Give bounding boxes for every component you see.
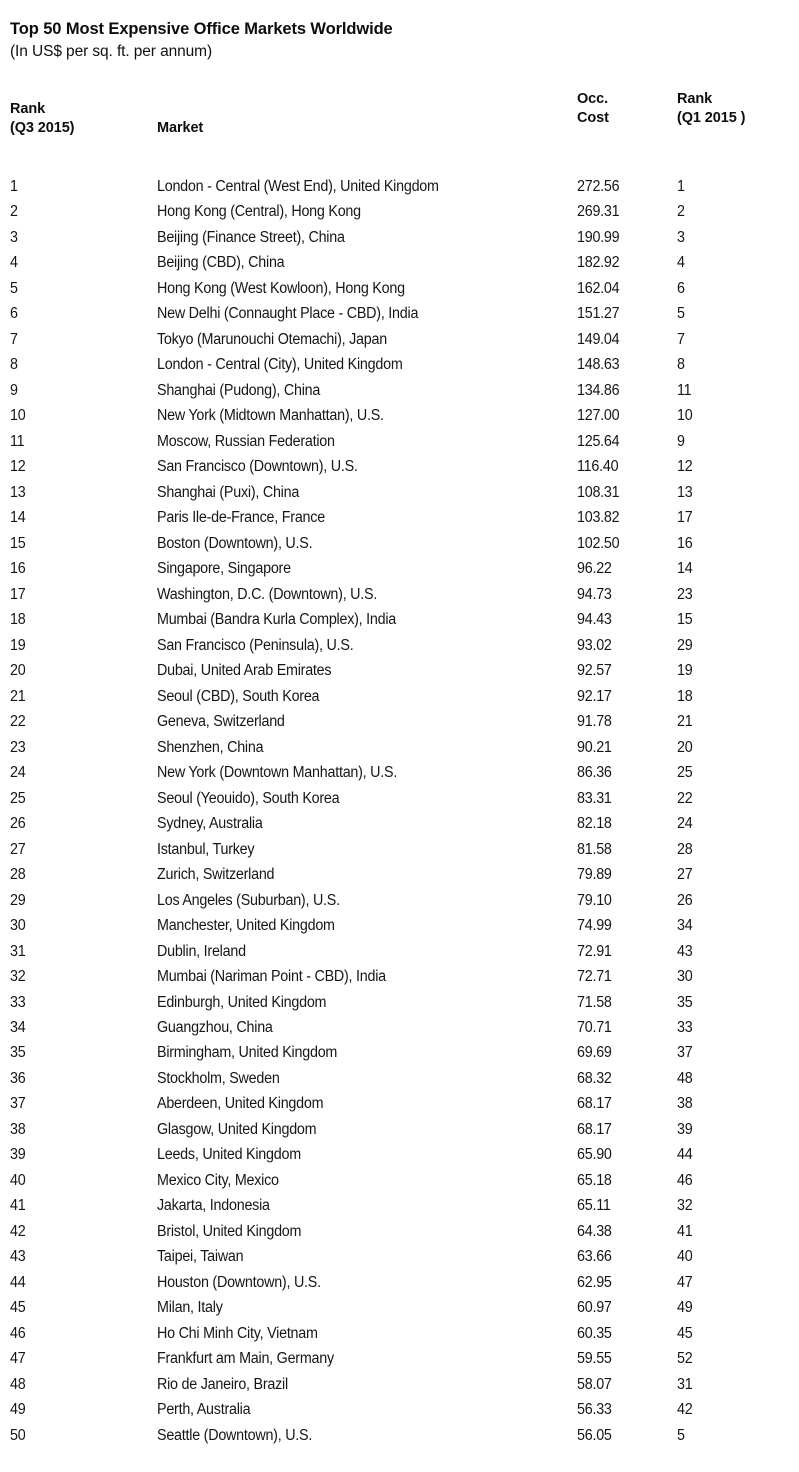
- cell-rank-previous: 29: [677, 636, 693, 654]
- cell-rank-previous: 16: [677, 534, 693, 552]
- cell-occupancy-cost: 65.90: [577, 1146, 612, 1164]
- cell-occupancy-cost: 182.92: [577, 254, 620, 272]
- cell-rank-previous: 25: [677, 764, 693, 782]
- table-row: [0, 788, 799, 813]
- cell-occupancy-cost: 86.36: [577, 764, 612, 782]
- cell-rank-current: 17: [10, 585, 26, 603]
- cell-rank-current: 5: [10, 279, 18, 297]
- cell-occupancy-cost: 125.64: [577, 432, 620, 450]
- cell-occupancy-cost: 62.95: [577, 1273, 612, 1291]
- cell-occupancy-cost: 74.99: [577, 917, 612, 935]
- cell-market-name: Seoul (Yeouido), South Korea: [157, 789, 340, 807]
- cell-market-name: San Francisco (Peninsula), U.S.: [157, 636, 354, 654]
- cell-rank-previous: 18: [677, 687, 693, 705]
- cell-occupancy-cost: 59.55: [577, 1350, 612, 1368]
- cell-market-name: Frankfurt am Main, Germany: [157, 1350, 334, 1368]
- cell-occupancy-cost: 58.07: [577, 1375, 612, 1393]
- cell-market-name: Shanghai (Pudong), China: [157, 381, 321, 399]
- table-row: [0, 1425, 799, 1450]
- cell-rank-previous: 44: [677, 1146, 693, 1164]
- table-header-row: [0, 88, 799, 150]
- cell-occupancy-cost: 65.18: [577, 1171, 612, 1189]
- cell-market-name: Edinburgh, United Kingdom: [157, 993, 327, 1011]
- cell-market-name: Houston (Downtown), U.S.: [157, 1273, 321, 1291]
- table-row: [0, 482, 799, 507]
- cell-rank-current: 40: [10, 1171, 26, 1189]
- cell-rank-current: 21: [10, 687, 26, 705]
- cell-rank-current: 3: [10, 228, 18, 246]
- table-row: [0, 431, 799, 456]
- cell-occupancy-cost: 91.78: [577, 713, 612, 731]
- cell-rank-previous: 37: [677, 1044, 693, 1062]
- cell-occupancy-cost: 190.99: [577, 228, 620, 246]
- cell-market-name: Geneva, Switzerland: [157, 713, 285, 731]
- table-row: [0, 405, 799, 430]
- cell-market-name: Perth, Australia: [157, 1401, 251, 1419]
- table-row: [0, 941, 799, 966]
- column-header-market-label: Market: [157, 120, 204, 136]
- cell-rank-previous: 43: [677, 942, 693, 960]
- cell-market-name: Rio de Janeiro, Brazil: [157, 1375, 288, 1393]
- cell-rank-current: 22: [10, 713, 26, 731]
- cell-market-name: Beijing (Finance Street), China: [157, 228, 345, 246]
- table-row: [0, 1272, 799, 1297]
- cell-rank-current: 42: [10, 1222, 26, 1240]
- cell-rank-previous: 48: [677, 1069, 693, 1087]
- cell-market-name: Beijing (CBD), China: [157, 254, 285, 272]
- cell-occupancy-cost: 94.73: [577, 585, 612, 603]
- cell-market-name: Shanghai (Puxi), China: [157, 483, 300, 501]
- table-row: [0, 176, 799, 201]
- cell-rank-previous: 19: [677, 662, 693, 680]
- cell-market-name: Bristol, United Kingdom: [157, 1222, 302, 1240]
- cell-rank-current: 35: [10, 1044, 26, 1062]
- cell-rank-current: 29: [10, 891, 26, 909]
- cell-rank-previous: 12: [677, 458, 693, 476]
- cell-rank-previous: 31: [677, 1375, 693, 1393]
- cell-rank-current: 20: [10, 662, 26, 680]
- cell-occupancy-cost: 92.17: [577, 687, 612, 705]
- cell-rank-current: 23: [10, 738, 26, 756]
- table-row: [0, 1246, 799, 1271]
- cell-occupancy-cost: 65.11: [577, 1197, 611, 1215]
- table-row: [0, 252, 799, 277]
- cell-rank-previous: 41: [677, 1222, 693, 1240]
- cell-rank-previous: 46: [677, 1171, 693, 1189]
- cell-rank-previous: 3: [677, 228, 685, 246]
- cell-market-name: Dubai, United Arab Emirates: [157, 662, 332, 680]
- cell-rank-current: 27: [10, 840, 26, 858]
- cell-market-name: New Delhi (Connaught Place - CBD), India: [157, 305, 419, 323]
- cell-market-name: New York (Midtown Manhattan), U.S.: [157, 407, 384, 425]
- cell-rank-current: 18: [10, 611, 26, 629]
- cell-occupancy-cost: 103.82: [577, 509, 620, 527]
- cell-market-name: Sydney, Australia: [157, 815, 263, 833]
- table-row: [0, 839, 799, 864]
- cell-rank-previous: 1: [677, 178, 685, 195]
- cell-rank-previous: 38: [677, 1095, 693, 1113]
- cell-rank-current: 48: [10, 1375, 26, 1393]
- cell-rank-previous: 5: [677, 1426, 685, 1444]
- cell-rank-previous: 33: [677, 1018, 693, 1036]
- table-row: [0, 864, 799, 889]
- column-header-rank-current-line2: (Q3 2015): [10, 120, 75, 136]
- cell-occupancy-cost: 56.33: [577, 1401, 612, 1419]
- table-row: [0, 762, 799, 787]
- table-row: [0, 966, 799, 991]
- cell-occupancy-cost: 71.58: [577, 993, 612, 1011]
- cell-rank-current: 46: [10, 1324, 26, 1342]
- table-row: [0, 533, 799, 558]
- cell-rank-current: 16: [10, 560, 26, 578]
- table-row: [0, 380, 799, 405]
- cell-occupancy-cost: 116.40: [577, 458, 619, 476]
- cell-occupancy-cost: 269.31: [577, 203, 620, 221]
- title-block: [10, 20, 650, 61]
- cell-occupancy-cost: 162.04: [577, 279, 620, 297]
- cell-market-name: Paris Ile-de-France, France: [157, 509, 325, 527]
- cell-rank-previous: 28: [677, 840, 693, 858]
- cell-rank-previous: 42: [677, 1401, 693, 1419]
- cell-rank-previous: 24: [677, 815, 693, 833]
- cell-rank-current: 8: [10, 356, 18, 374]
- cell-rank-current: 33: [10, 993, 26, 1011]
- cell-market-name: Zurich, Switzerland: [157, 866, 275, 884]
- cell-rank-previous: 30: [677, 968, 693, 986]
- table-row: [0, 456, 799, 481]
- table-row: [0, 1399, 799, 1424]
- cell-occupancy-cost: 63.66: [577, 1248, 612, 1266]
- table-row: [0, 227, 799, 252]
- cell-occupancy-cost: 94.43: [577, 611, 612, 629]
- cell-market-name: Aberdeen, United Kingdom: [157, 1095, 324, 1113]
- cell-rank-current: 41: [10, 1197, 26, 1215]
- cell-occupancy-cost: 127.00: [577, 407, 620, 425]
- cell-rank-previous: 4: [677, 254, 685, 272]
- cell-rank-previous: 49: [677, 1299, 693, 1317]
- table-row: [0, 660, 799, 685]
- cell-rank-previous: 23: [677, 585, 693, 603]
- cell-rank-current: 50: [10, 1426, 26, 1444]
- cell-occupancy-cost: 68.32: [577, 1069, 612, 1087]
- cell-rank-previous: 20: [677, 738, 693, 756]
- cell-occupancy-cost: 149.04: [577, 330, 620, 348]
- cell-rank-current: 39: [10, 1146, 26, 1164]
- cell-occupancy-cost: 96.22: [577, 560, 612, 578]
- cell-occupancy-cost: 92.57: [577, 662, 612, 680]
- cell-rank-current: 2: [10, 203, 18, 221]
- cell-market-name: Washington, D.C. (Downtown), U.S.: [157, 585, 378, 603]
- cell-occupancy-cost: 68.17: [577, 1095, 612, 1113]
- cell-rank-previous: 10: [677, 407, 693, 425]
- table-row: [0, 1017, 799, 1042]
- cell-rank-current: 36: [10, 1069, 26, 1087]
- table-row: [0, 303, 799, 328]
- cell-rank-current: 30: [10, 917, 26, 935]
- cell-rank-current: 14: [10, 509, 26, 527]
- cell-occupancy-cost: 69.69: [577, 1044, 612, 1062]
- cell-occupancy-cost: 148.63: [577, 356, 620, 374]
- table-row: [0, 1297, 799, 1322]
- cell-occupancy-cost: 60.97: [577, 1299, 612, 1317]
- cell-rank-current: 34: [10, 1018, 26, 1036]
- cell-market-name: Hong Kong (Central), Hong Kong: [157, 203, 361, 221]
- cell-rank-previous: 27: [677, 866, 693, 884]
- cell-rank-current: 43: [10, 1248, 26, 1266]
- cell-occupancy-cost: 81.58: [577, 840, 612, 858]
- column-header-rank-previous-line1: Rank: [677, 91, 713, 107]
- column-header-occupancy-cost-line2: Cost: [577, 110, 609, 126]
- cell-rank-previous: 52: [677, 1350, 693, 1368]
- cell-rank-previous: 7: [677, 330, 685, 348]
- cell-occupancy-cost: 79.89: [577, 866, 612, 884]
- page-title: Top 50 Most Expensive Office Markets Worldwide: [10, 20, 393, 38]
- cell-market-name: London - Central (City), United Kingdom: [157, 356, 403, 374]
- table-row: [0, 737, 799, 762]
- table-row: [0, 558, 799, 583]
- cell-occupancy-cost: 272.56: [577, 178, 620, 195]
- cell-rank-current: 26: [10, 815, 26, 833]
- cell-occupancy-cost: 68.17: [577, 1120, 612, 1138]
- cell-rank-previous: 39: [677, 1120, 693, 1138]
- cell-occupancy-cost: 102.50: [577, 534, 620, 552]
- cell-occupancy-cost: 151.27: [577, 305, 620, 323]
- table-row: [0, 1221, 799, 1246]
- cell-market-name: Stockholm, Sweden: [157, 1069, 280, 1087]
- cell-rank-current: 32: [10, 968, 26, 986]
- cell-rank-current: 49: [10, 1401, 26, 1419]
- cell-rank-current: 44: [10, 1273, 26, 1291]
- table-row: [0, 1068, 799, 1093]
- cell-market-name: Tokyo (Marunouchi Otemachi), Japan: [157, 330, 387, 348]
- table-row: [0, 584, 799, 609]
- table-body: [0, 176, 799, 1450]
- cell-rank-current: 24: [10, 764, 26, 782]
- table-row: [0, 686, 799, 711]
- page-subtitle: (In US$ per sq. ft. per annum): [10, 43, 213, 60]
- cell-market-name: Boston (Downtown), U.S.: [157, 534, 313, 552]
- column-header-rank-current: [10, 100, 74, 138]
- column-header-rank-current-line1: Rank: [10, 101, 46, 117]
- table-row: [0, 1042, 799, 1067]
- table-row: [0, 992, 799, 1017]
- column-header-occupancy-cost-line1: Occ.: [577, 91, 609, 107]
- table-row: [0, 1195, 799, 1220]
- cell-occupancy-cost: 60.35: [577, 1324, 612, 1342]
- cell-rank-previous: 11: [677, 381, 692, 399]
- cell-occupancy-cost: 83.31: [577, 789, 612, 807]
- table-row: [0, 890, 799, 915]
- cell-occupancy-cost: 90.21: [577, 738, 612, 756]
- table-row: [0, 635, 799, 660]
- cell-market-name: Guangzhou, China: [157, 1018, 273, 1036]
- cell-rank-previous: 8: [677, 356, 685, 374]
- cell-occupancy-cost: 79.10: [577, 891, 612, 909]
- cell-market-name: Milan, Italy: [157, 1299, 223, 1317]
- cell-market-name: Seattle (Downtown), U.S.: [157, 1426, 313, 1444]
- cell-rank-current: 7: [10, 330, 18, 348]
- cell-market-name: San Francisco (Downtown), U.S.: [157, 458, 358, 476]
- cell-rank-current: 1: [10, 178, 18, 195]
- cell-rank-current: 38: [10, 1120, 26, 1138]
- cell-rank-previous: 5: [677, 305, 685, 323]
- cell-market-name: Mumbai (Bandra Kurla Complex), India: [157, 611, 397, 629]
- cell-occupancy-cost: 64.38: [577, 1222, 612, 1240]
- cell-rank-current: 47: [10, 1350, 26, 1368]
- cell-occupancy-cost: 72.91: [577, 942, 612, 960]
- cell-rank-previous: 40: [677, 1248, 693, 1266]
- cell-market-name: Manchester, United Kingdom: [157, 917, 335, 935]
- cell-market-name: Mexico City, Mexico: [157, 1171, 279, 1189]
- table-row: [0, 711, 799, 736]
- cell-market-name: Jakarta, Indonesia: [157, 1197, 270, 1215]
- cell-rank-current: 19: [10, 636, 26, 654]
- table-row: [0, 813, 799, 838]
- cell-occupancy-cost: 72.71: [577, 968, 612, 986]
- cell-rank-previous: 35: [677, 993, 693, 1011]
- cell-market-name: New York (Downtown Manhattan), U.S.: [157, 764, 398, 782]
- cell-market-name: Dublin, Ireland: [157, 942, 246, 960]
- column-header-rank-previous-line2: (Q1 2015 ): [677, 110, 746, 126]
- cell-rank-previous: 2: [677, 203, 685, 221]
- table-row: [0, 1374, 799, 1399]
- cell-rank-current: 28: [10, 866, 26, 884]
- cell-market-name: Shenzhen, China: [157, 738, 264, 756]
- cell-rank-previous: 6: [677, 279, 685, 297]
- column-header-occupancy-cost: [577, 90, 609, 128]
- table-row: [0, 915, 799, 940]
- table-row: [0, 201, 799, 226]
- cell-rank-current: 45: [10, 1299, 26, 1317]
- cell-market-name: Moscow, Russian Federation: [157, 432, 335, 450]
- column-header-market: [157, 119, 203, 138]
- cell-rank-current: 11: [10, 432, 25, 450]
- cell-rank-previous: 32: [677, 1197, 693, 1215]
- table-row: [0, 1093, 799, 1118]
- cell-rank-previous: 9: [677, 432, 685, 450]
- cell-rank-previous: 22: [677, 789, 693, 807]
- cell-rank-previous: 45: [677, 1324, 693, 1342]
- cell-market-name: Taipei, Taiwan: [157, 1248, 244, 1266]
- cell-occupancy-cost: 70.71: [577, 1018, 612, 1036]
- cell-rank-current: 10: [10, 407, 26, 425]
- cell-occupancy-cost: 93.02: [577, 636, 612, 654]
- table-row: [0, 609, 799, 634]
- cell-market-name: Los Angeles (Suburban), U.S.: [157, 891, 340, 909]
- cell-market-name: Istanbul, Turkey: [157, 840, 255, 858]
- cell-market-name: Hong Kong (West Kowloon), Hong Kong: [157, 279, 405, 297]
- cell-rank-current: 13: [10, 483, 26, 501]
- cell-rank-current: 31: [10, 942, 26, 960]
- table-row: [0, 1348, 799, 1373]
- cell-market-name: Singapore, Singapore: [157, 560, 291, 578]
- cell-rank-current: 37: [10, 1095, 26, 1113]
- table-row: [0, 1170, 799, 1195]
- cell-rank-previous: 17: [677, 509, 693, 527]
- table-row: [0, 507, 799, 532]
- cell-rank-current: 25: [10, 789, 26, 807]
- table-row: [0, 1119, 799, 1144]
- cell-occupancy-cost: 134.86: [577, 381, 620, 399]
- column-header-rank-previous: [677, 90, 745, 128]
- cell-market-name: Ho Chi Minh City, Vietnam: [157, 1324, 318, 1342]
- cell-occupancy-cost: 56.05: [577, 1426, 612, 1444]
- cell-rank-previous: 26: [677, 891, 693, 909]
- cell-rank-previous: 34: [677, 917, 693, 935]
- cell-rank-previous: 15: [677, 611, 693, 629]
- cell-rank-current: 6: [10, 305, 18, 323]
- cell-rank-current: 15: [10, 534, 26, 552]
- cell-rank-current: 12: [10, 458, 26, 476]
- cell-occupancy-cost: 108.31: [577, 483, 620, 501]
- cell-market-name: Leeds, United Kingdom: [157, 1146, 301, 1164]
- cell-market-name: Mumbai (Nariman Point - CBD), India: [157, 968, 386, 986]
- table-row: [0, 354, 799, 379]
- table-row: [0, 1323, 799, 1348]
- cell-rank-current: 4: [10, 254, 18, 272]
- cell-rank-previous: 13: [677, 483, 693, 501]
- table-row: [0, 1144, 799, 1169]
- cell-market-name: Glasgow, United Kingdom: [157, 1120, 317, 1138]
- table-row: [0, 278, 799, 303]
- table-row: [0, 329, 799, 354]
- cell-market-name: Birmingham, United Kingdom: [157, 1044, 338, 1062]
- cell-rank-previous: 14: [677, 560, 693, 578]
- cell-market-name: London - Central (West End), United Kingdom: [157, 178, 439, 195]
- cell-rank-current: 9: [10, 381, 18, 399]
- cell-rank-previous: 21: [677, 713, 693, 731]
- cell-occupancy-cost: 82.18: [577, 815, 612, 833]
- cell-rank-previous: 47: [677, 1273, 693, 1291]
- cell-market-name: Seoul (CBD), South Korea: [157, 687, 320, 705]
